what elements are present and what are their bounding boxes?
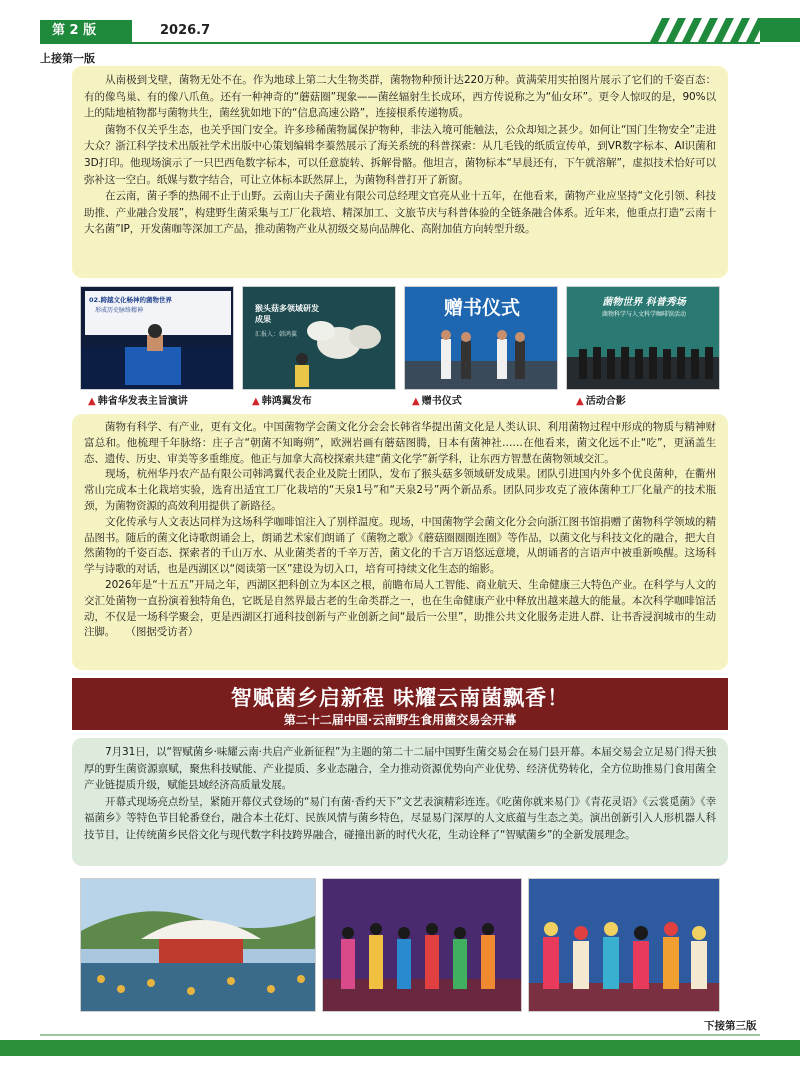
photo-keynote-speech	[80, 286, 234, 390]
paragraph: 开幕式现场亮点纷呈，紧随开幕仪式登场的“易门有菌·香约天下”文艺表演精彩连连。《吃菌你就来易门》《青花灵语》《云裳觅菌》《幸福菌乡》等特色节目轮番登台，融合本土花灯、民族风情与菌乡特色，尽显易门深厚的人文底蕴与生态之美。演出创新引入人形机器人科技节目，让传统菌乡民俗文化与现代数字科技跨界融合，碰撞出新的时代火花，生动诠释了“智赋菌乡”的全新发展理念。	[84, 795, 716, 841]
folk-dance-photo-illustration	[529, 879, 720, 1012]
slide-title: 菌物世界 科普秀场	[602, 297, 686, 308]
issue-number: 第 2 版	[52, 23, 97, 38]
caption-text: 活动合影	[585, 396, 626, 407]
paragraph: 文化传承与人文表达同样为这场科学咖啡馆注入了别样温度。现场，中国菌物学会菌文化分会向浙江图书馆捐赠了菌物科学领域的精品图书。随后的菌文化诗歌朗诵会上，朗诵艺术家们朗诵了《菌物之歌》《蘑菇圈圈圈连圈》等作品，以菌文化与科技文化的融合，把大自然菌物的千姿百态、探索者的千山万水、从业菌类者的千辛万苦，菌文化的千言万语悠远意境，从朗诵者的言语声中被重新唤醒。这场科学与诗歌的对话，也是西湖区以“阅读第一区”建设为切入口，培育可持续文化生态的缩影。	[84, 515, 716, 576]
footer-rule	[40, 1034, 760, 1036]
slide-title: 猴头菇多领域研发成果	[255, 304, 319, 324]
paragraph: 从南极到戈壁，菌物无处不在。作为地球上第二大生物类群，菌物物种预计达220万种。黄满荣用实拍图片展示了它们的千姿百态：有的像鸟巢、有的像八爪鱼。还有一种神奇的“蘑菇圈”现象——菌丝辐射生长成环，西方传说称之为“仙女环”。更令人惊叹的是，90%以上的陆地植物都与菌物共生，菌丝犹如地下的“信息高速公路”，连接根系传递物质。	[84, 74, 716, 120]
paragraph: 2026年是“十五五”开局之年，西湖区把科创立为本区之根，前瞻布局人工智能、商业航天、生命健康三大特色产业。在科学与人文的交汇处菌物一直扮演着独特角色，它既是自然界最古老的生命类群之一，也在生命健康产业中释放出越来越大的能量。本次科学咖啡馆活动，不仅是一场科学聚会，更是西湖区打通科技创新与产业创新之间“最后一公里”，助推公共文化服务走进人群、让书香浸润城市的生动注脚。 （图据受访者）	[84, 578, 716, 639]
slide-subtitle: 形成历史脉络精神	[95, 307, 144, 314]
paragraph: 菌物有科学、有产业，更有文化。中国菌物学会菌文化分会会长韩省华提出菌文化是人类认识、利用菌物过程中形成的物质与精神财富总和。他梳理千年脉络：庄子言“朝菌不知晦朔”，欧洲岩画有蘑菇图腾，日本有菌神社……在他看来，菌文化远不止“吃”，更涵盖生态、遗传、历史、审美等多重维度。他正与加拿大高校探索共建“菌文化学”新学科，让东西方智慧在菌物领域交汇。	[84, 421, 716, 465]
headline-title: 智赋菌乡启新程 味耀云南菌飘香！	[230, 686, 570, 710]
caption-text: 韩省华发表主旨演讲	[97, 396, 188, 407]
paragraph: 7月31日，以“智赋菌乡·味耀云南·共启产业新征程”为主题的第二十二届中国野生菌交易会在易门县开幕。本届交易会立足易门得天独厚的野生菌资源禀赋，聚焦科技赋能、产业提质、多业态融合，全力推动资源优势向产业优势、经济优势转化，全方位助推易门食用菌全产业链提质升级，赋能县域经济高质量发展。	[84, 746, 716, 791]
article-panel-3	[72, 738, 728, 866]
slide-title: 02.跨越文化畅神的菌物世界	[89, 296, 173, 304]
photo-group-picture	[566, 286, 720, 390]
photo-research-release	[242, 286, 396, 390]
photo-caption	[576, 392, 626, 407]
continued-from-label: 上接第一版	[40, 52, 95, 65]
article-panel-1	[72, 66, 728, 278]
photo-book-donation	[404, 286, 558, 390]
photo-caption	[412, 392, 462, 407]
slide-subtitle: 菌物科学与人文科学咖啡馆活动	[601, 311, 686, 318]
photo-caption	[252, 392, 312, 407]
paragraph: 在云南，菌子季的热闹不止于山野。云南山夫子菌业有限公司总经理文官亮从业十五年，在他看来，菌物产业应坚持“文化引领、科技助推、产业融合发展”，构建野生菌采集与工厂化栽培、精深加工、文旅节庆与科普体验的全链条融合体系。近年来，他重点打造“云南十大名菌”IP，开发菌咖等深加工产品，推动菌物产业从初级交易向品牌化、高附加值方向转型升级。	[84, 190, 716, 236]
photo-folk-dance	[528, 878, 720, 1012]
headline-subtitle: 第二十二届中国·云南野生食用菌交易会开幕	[283, 713, 517, 727]
slide-subtitle: 汇报人：韩鸿翼	[255, 331, 298, 338]
paragraph: 现场，杭州华丹农产品有限公司韩鸿翼代表企业及院士团队，发布了猴头菇多领域研发成果。团队引进国内外多个优良菌种，在衢州常山完成本土化栽培实验，选育出适宜工厂化栽培的“天泉1号”和“天泉2号”两个新品系。团队同步攻克了液体菌种工厂化量产的技术瓶颈，为菌物资源的高效利用提供了新路径。	[84, 468, 716, 512]
issue-date: 2026.7	[160, 23, 211, 38]
caption-arrow-icon: ▲	[252, 396, 260, 407]
caption-arrow-icon: ▲	[88, 396, 96, 407]
caption-text: 赠书仪式	[421, 396, 462, 407]
caption-arrow-icon: ▲	[412, 396, 420, 407]
caption-text: 韩鸿翼发布	[261, 396, 312, 407]
photo-caption	[88, 392, 188, 407]
photo-venue-stage	[80, 878, 316, 1012]
paragraph: 菌物不仅关乎生态，也关乎国门安全。许多珍稀菌物属保护物种，非法入境可能触法，公众却知之甚少。如何让“国门生物安全”走进大众？浙江科学技术出版社学术出版中心策划编辑李蓁然展示了海关系统的科普探索：从几毛钱的纸质宣传单，到VR数字标本、AI识菌和3D打印。他现场演示了一只巴西龟数字标本，可以任意旋转、拆解骨骼。他坦言，菌物标本“早晨还有，下午就溶解”，虚拟技术恰好可以弥补这一空白。纸媒与数字结合，可让立体标本跃然屏上，为菌物科普打开了新窗。	[84, 123, 716, 186]
photo-stage-performance	[322, 878, 522, 1012]
header-stripes-decoration	[640, 18, 800, 42]
performance-photo-illustration	[323, 879, 522, 1012]
footer-bar	[0, 1040, 800, 1056]
caption-arrow-icon: ▲	[576, 396, 584, 407]
venue-photo-illustration	[81, 879, 316, 1012]
article-panel-2	[72, 414, 728, 670]
continued-to-label: 下接第三版	[704, 1020, 757, 1032]
header-rule	[40, 42, 760, 44]
slide-title: 赠书仪式	[443, 297, 520, 319]
